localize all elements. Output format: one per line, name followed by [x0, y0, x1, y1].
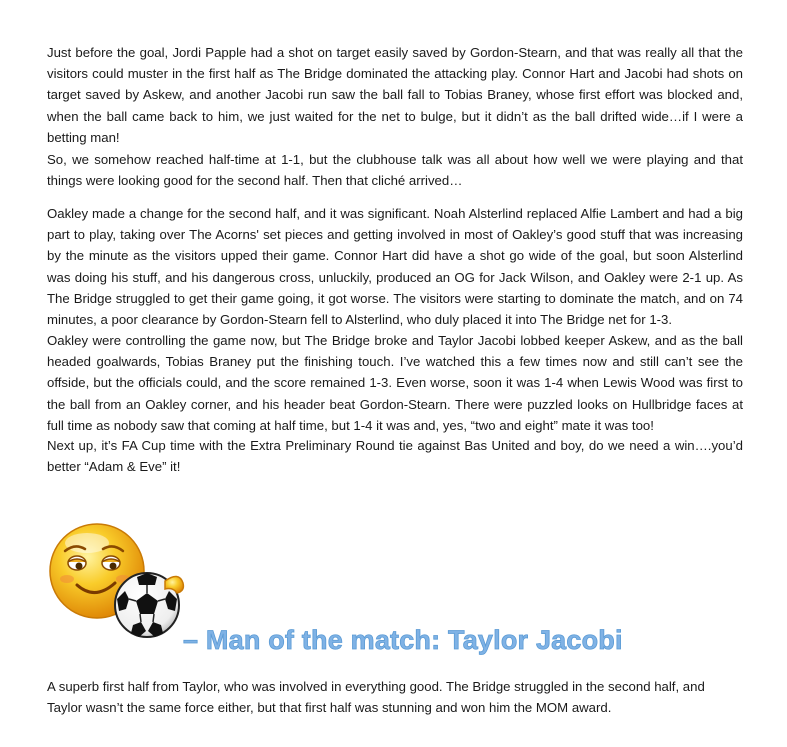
match-report-paragraph-5: Next up, it’s FA Cup time with the Extra Preliminary Round tie against Bas United and boy, do we need a win….you’d better “Adam & Eve” it!: [47, 438, 743, 475]
match-report-paragraph-4: Oakley were controlling the game now, but The Bridge broke and Taylor Jacobi lobbed keeper Askew, and as the ball headed goalwards, Tobias Braney put the finishing touch. I’ve watched this a few times now and still can’t see the offside, but the officials could, and the score remained 1-3. Even worse, soon it was 1-4 when Lewis Wood was first to the ball from an Oakley corner, and his header beat Gordon-Stearn. There were puzzled looks on Hullbridge faces at full time as nobody saw that coming at half time, but 1-4 it was and, yes, “two and eight” mate it was too!: [47, 333, 743, 433]
match-report-paragraph-1: Just before the goal, Jordi Papple had a shot on target easily saved by Gordon-Stearn, and that was really all that the visitors could muster in the first half as The Bridge dominated the attacking play. Connor Hart and Jacobi had shots on target saved by Askew, and another Jacobi run saw the ball fall to Tobias Braney, whose first effort was blocked and, when the ball came back to him, we just waited for the net to bulge, but it didn’t as the ball drifted wide…if I were a betting man!: [47, 45, 743, 145]
man-of-the-match-paragraph: A superb first half from Taylor, who was involved in everything good. The Bridge struggled in the second half, and Taylor wasn’t the same force either, but that first half was stunning and won him the MOM award.: [47, 679, 705, 716]
smiley-with-football-icon: [47, 521, 192, 641]
match-report-paragraph-3: Oakley made a change for the second half, and it was significant. Noah Alsterlind replaced Alfie Lambert and had a big part to play, taking over The Acorns' set pieces and getting involved in most of Oakley’s good stuff that was increasing by the minute as the visitors upped their game. Connor Hart did have a shot go wide of the goal, but soon Alsterlind was doing his stuff, and his dangerous cross, unluckily, produced an OG for Jack Wilson, and Oakley were 2-1 up. As The Bridge struggled to get their game going, it got worse. The visitors were starting to dominate the match, and on 74 minutes, a poor clearance by Gordon-Stearn fell to Alsterlind, who duly placed it into The Bridge net for 1-3.: [47, 206, 743, 328]
match-report-paragraph-2: So, we somehow reached half-time at 1-1, but the clubhouse talk was all about how well we were playing and that things were looking good for the second half. Then that cliché arrived…: [47, 152, 743, 189]
man-of-the-match-heading: – Man of the match: Taylor Jacobi: [183, 625, 623, 655]
